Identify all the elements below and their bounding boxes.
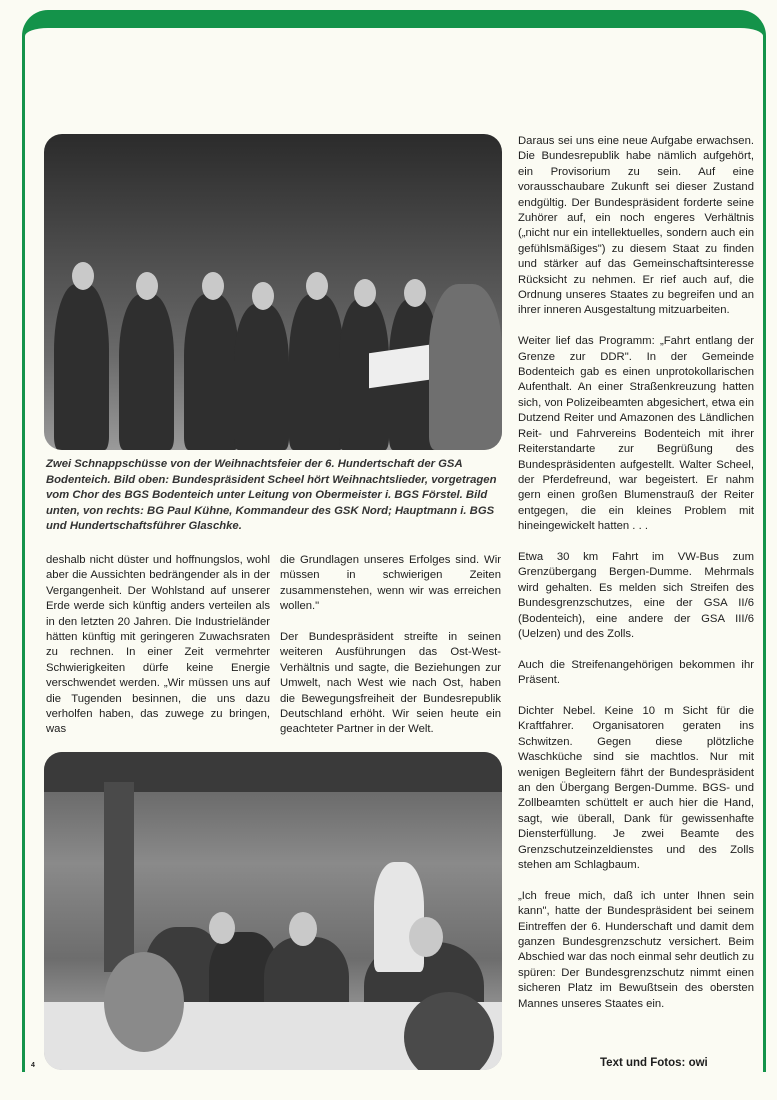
paragraph: deshalb nicht düster und hoffnungslos, wohl aber die Aussichten bedrängender als in der Vergangenheit. Der Wohlstand auf unserer Erde werde sich künftig anders verteilen als in den letzten 20 Jahren. Die Industrieländer hätten künftig mit geringeren Zuwachsraten zu rechnen. In einer Zeit vermehrter Schwierigkeiten dürfe keine Energie verschwendet werden. „Wir müssen uns auf die Tugenden besinnen, die uns dazu verholfen haben, das zuwege zu bringen, was xyxy=(46,554,270,736)
article-column-3 xyxy=(518,134,754,1027)
paragraph: die Grundlagen unseres Erfolges sind. Wir müssen in schwierigen Zeiten zusammenstehen, wenn wir was erreichen wollen." xyxy=(280,554,501,613)
page-number: 4 xyxy=(31,1062,35,1069)
article-column-2 xyxy=(280,553,501,753)
paragraph: Der Bundespräsident streifte in seinen weiteren Ausführungen das Ost-West-Verhältnis und sagte, die Beziehungen zur Umwelt, nach West wie nach Ost, haben die Bewegungsfreiheit der Bundesrepublik Deutschland erhöht. Wir seien heute ein geachteter Partner in der Welt. xyxy=(280,631,501,736)
paragraph: Weiter lief das Programm: „Fahrt entlang der Grenze zur DDR". In der Gemeinde Bodenteich gab es einen unprotokollarischen Aufenthalt. An einer Straßenkreuzung hatten sich, von Polizeibeamten abgesichert, etwa ein Dutzend Reiter und Amazonen des Ländlichen Reit- und Fahrvereins Bodenteich mit ihrer Reiterstandarte zur Begrüßung des Bundespräsidenten aufgestellt. Walter Scheel, der Pferdefreund, war begeistert. Er nahm gern einen großen Blumenstrauß der Reiter entgegen, die ein kleines Problem mit hineingewickelt hatten . . . xyxy=(518,335,754,533)
article-column-1 xyxy=(46,553,270,753)
choir-photo xyxy=(44,134,502,450)
paragraph: Etwa 30 km Fahrt im VW-Bus zum Grenzübergang Bergen-Dumme. Mehrmals wird gehalten. Es melden sich Streifen des Bundesgrenzschutzes, eine der GSA II/6 (Bodenteich), eine andere der GSA III/6 (Uelzen) und des Zolls. xyxy=(518,550,754,640)
paragraph: Auch die Streifenangehörigen bekommen ihr Präsent. xyxy=(518,658,754,687)
photo-credit: Text und Fotos: owi xyxy=(600,1057,708,1069)
paragraph: Daraus sei uns eine neue Aufgabe erwachsen. Die Bundesrepublik habe nämlich aufgehört, ein Provisorium zu sein. Auf eine vorausschaubare Zukunft sei dieser Zustand endgültig. Der Bundespräsident forderte seine Zuhörer auf, ein noch engeres Verhältnis („nicht nur ein intellektuelles, sondern auch ein gefühlsmäßiges") zu diesem Staat zu finden und stärker auf das Gemeinschaftsinteresse Rücksicht zu nehmen. Er rief auch auf, die Ordnung unseres Staates zu begreifen und an ihrer inneren Ausgestaltung mitzuarbeiten. xyxy=(518,135,754,317)
paragraph: „Ich freue mich, daß ich unter Ihnen sein kann", hatte der Bundespräsident bei seinem Eintreffen der 6. Hunderschaft und damit dem ganzen Bundesgrenzschutz versichert. Beim Abschied war das noch einmal sehr deutlich zu spüren: Der Bundesgrenzschutz nimmt einen sicheren Platz im Bewußtsein des obersten Mannes unseres Staates ein. xyxy=(518,889,754,1010)
paragraph: Dichter Nebel. Keine 10 m Sicht für die Kraftfahrer. Organisatoren geraten ins Schwitzen. Gegen diese plötzliche Waschküche sind sie machtlos. Nur mit wenigen Begleitern fährt der Bundespräsident an den Übergang Bergen-Dumme. BGS- und Zollbeamten schüttelt er auch hier die Hand, sagt, wie überall, Dank für gewissenhafte Diensterfüllung. Je zwei Beamte des Grenzschutzeinzeldienstes und des Zolls stehen am Schlagbaum. xyxy=(518,704,754,872)
banquet-photo xyxy=(44,752,502,1070)
photo-caption: Zwei Schnappschüsse von der Weihnachtsfeier der 6. Hundertschaft der GSA Bodenteich. Bild oben: Bundespräsident Scheel hört Weihnachtslieder, vorgetragen vom Chor des BGS Bodenteich unter Leitung von Obermeister i. BGS Förstel. Bild unten, von rechts: BG Paul Kühne, Kommandeur des GSK Nord; Hauptmann i. BGS und Hundertschaftsführer Glaschke. xyxy=(46,458,497,533)
